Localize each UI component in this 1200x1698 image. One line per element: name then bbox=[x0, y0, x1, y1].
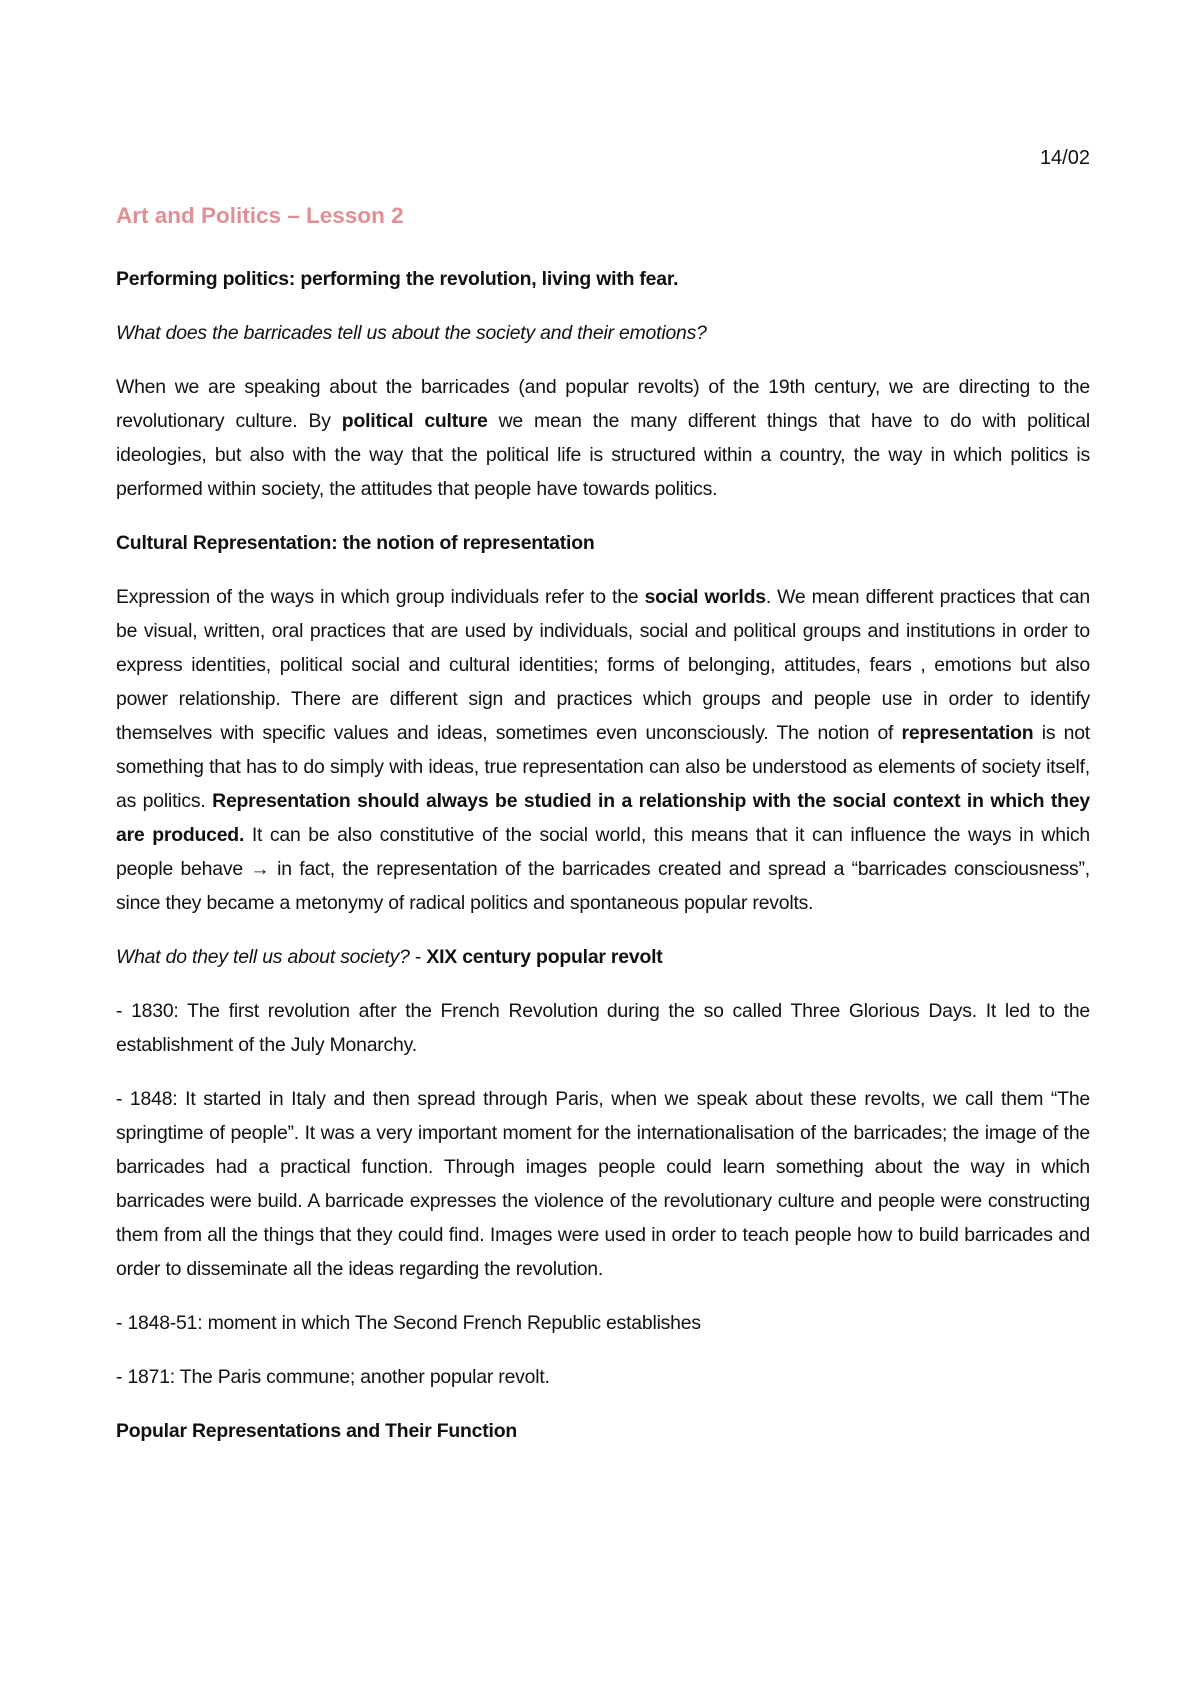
paragraph-representation bbox=[116, 580, 1090, 920]
arrow-icon: → bbox=[250, 858, 270, 880]
question-barricades: What does the barricades tell us about the society and their emotions? bbox=[116, 322, 707, 344]
para1-text-a: When we are speaking about the barricades (and popular revolts) of the 19th century, we are directing to the revolutionary culture. By bbox=[116, 376, 1090, 432]
para2-text-c: . We mean different practices that can be visual, written, oral practices that are used by individuals, social and political groups and institutions in order to express identities, political social and cultural identities; forms of belonging, attitudes, fears , emotions but also power relationship. There are different sign and practices which groups and people use in order to identify themselves with specific values and ideas, sometimes even unconsciously. The notion of bbox=[116, 586, 1091, 744]
para2-term-representation: representation bbox=[901, 722, 1034, 744]
list-item-1830: - 1830: The first revolution after the French Revolution during the so called Three Glorious Days. It led to the establishment of the July Monarchy. bbox=[116, 1000, 1090, 1056]
document-body bbox=[116, 262, 1090, 1468]
para2-key-statement: Representation should always be studied in a relationship with the social context in which they are produced. bbox=[116, 790, 1090, 846]
question-society-separator: - bbox=[409, 946, 427, 968]
list-item-1848-51: - 1848-51: moment in which The Second French Republic establishes bbox=[116, 1312, 701, 1334]
subtitle: Performing politics: performing the revolution, living with fear. bbox=[116, 268, 679, 290]
heading-popular-representations: Popular Representations and Their Function bbox=[116, 1420, 518, 1442]
para2-text-a: Expression of the ways in which group individuals refer to the bbox=[116, 586, 645, 608]
list-item-1871: - 1871: The Paris commune; another popular revolt. bbox=[116, 1366, 550, 1388]
heading-cultural-representation: Cultural Representation: the notion of representation bbox=[116, 532, 595, 554]
question-society bbox=[116, 940, 1090, 974]
lesson-title: Art and Politics – Lesson 2 bbox=[116, 203, 404, 228]
question-society-italic: What do they tell us about society? bbox=[116, 946, 410, 968]
para2-text-h: in fact, the representation of the barricades created and spread a “barricades consciousness”, since they became a metonymy of radical politics and spontaneous popular revolts. bbox=[116, 858, 1090, 914]
question-society-bold: XIX century popular revolt bbox=[426, 946, 663, 968]
date-label: 14/02 bbox=[1039, 147, 1090, 169]
para2-text-e: is not something that has to do simply with ideas, true representation can also be understood as elements of society itself, as politics. bbox=[116, 722, 1090, 812]
para1-text-c: we mean the many different things that have to do with political ideologies, but also with the way that the political life is structured within a country, the way in which politics is performed within society, the attitudes that people have towards politics. bbox=[116, 410, 1090, 500]
paragraph-political-culture bbox=[116, 370, 1090, 506]
para1-term-political-culture: political culture bbox=[341, 410, 488, 432]
para2-term-social-worlds: social worlds bbox=[644, 586, 766, 608]
list-item-1848: - 1848: It started in Italy and then spread through Paris, when we speak about these revolts, we call them “The springtime of people”. It was a very important moment for the internationalisation of the barricades; the image of the barricades had a practical function. Through images people could learn something about the way in which barricades were build. A barricade expresses the violence of the revolutionary culture and people were constructing them from all the things that they could find. Images were used in order to teach people how to build barricades and order to disseminate all the ideas regarding the revolution. bbox=[116, 1088, 1090, 1280]
para2-text-g: It can be also constitutive of the social world, this means that it can influence the ways in which people behave bbox=[116, 824, 1091, 880]
